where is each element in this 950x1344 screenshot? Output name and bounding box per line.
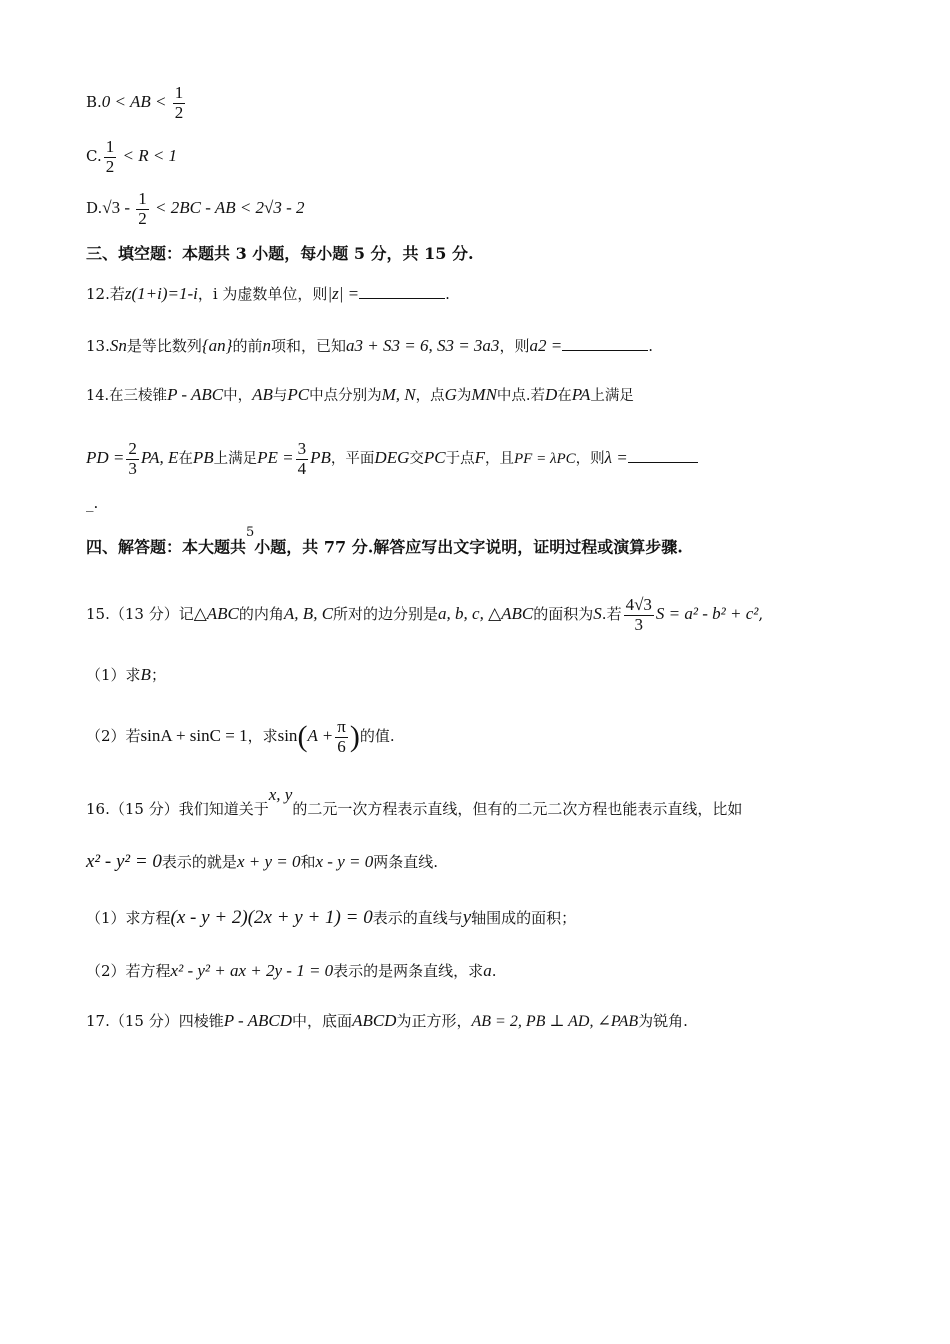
q16-p2-equation: x² - y² + ax + 2y - 1 = 0 — [170, 961, 334, 980]
option-label: D. — [86, 199, 103, 218]
q16-p2-end: . — [491, 962, 497, 980]
q15-p1-b: B — [140, 665, 151, 684]
frac-den: 3 — [634, 614, 643, 634]
q15-p2-text: ，求 — [247, 727, 278, 746]
q14-condition: PF = λPC — [514, 451, 576, 468]
q14-text: 中点.若 — [496, 388, 546, 404]
q13-text: 的前 — [232, 337, 263, 355]
q14-lambda: λ = — [604, 448, 628, 468]
q13-a2: a2 = — [529, 336, 563, 355]
question-12 — [86, 284, 450, 302]
question-14-line1 — [86, 386, 634, 404]
q16-line2: x - y = 0 — [315, 852, 374, 871]
q16-p1-y: y — [462, 907, 472, 928]
q16-p1-text: 轴围成的面积； — [471, 909, 577, 927]
q13-end: . — [648, 337, 653, 355]
q12-end: . — [445, 285, 450, 303]
option-c — [86, 138, 177, 176]
q16-p2-label: （2）若方程 — [86, 962, 171, 980]
q16-text: 表示的就是 — [161, 853, 237, 871]
q16-text: 两条直线. — [373, 853, 439, 871]
q13-number: 13. — [86, 337, 110, 355]
q12-abs: |z| = — [327, 284, 360, 303]
q16-p2-a: a — [483, 961, 492, 980]
q14-text: ，且 — [485, 451, 514, 468]
q16-p2-text: 表示的是两条直线，求 — [333, 962, 484, 980]
section4-text: 小题，共 77 分.解答应写出文字说明，证明过程或演算步骤. — [254, 537, 683, 557]
q12-answer-blank[interactable] — [359, 284, 445, 299]
frac-den: 2 — [174, 102, 184, 122]
frac-den: 2 — [105, 156, 115, 176]
q15-p2-a: A + — [307, 726, 334, 746]
q14-mn2: MN — [471, 385, 497, 404]
q14-text: 于点 — [445, 451, 475, 468]
q14-pe: PE = — [257, 448, 294, 468]
q16-p1-text: 表示的直线与 — [372, 909, 463, 927]
q13-answer-blank[interactable] — [562, 336, 648, 351]
q17-text: 为正方形， — [396, 1012, 472, 1030]
frac-num: 1 — [105, 137, 115, 156]
q14-text: 上满足 — [213, 451, 258, 468]
q13-text: ，则 — [499, 337, 530, 355]
q14-mn: M, N — [381, 385, 416, 404]
q14-pb2: PB — [310, 448, 331, 468]
question-15-part1 — [86, 666, 166, 683]
question-13 — [86, 336, 653, 354]
q16-number: 16.（15 分）我们知道关于 — [86, 800, 269, 818]
question-14-line3: _. — [86, 494, 99, 512]
right-paren: ) — [349, 720, 360, 754]
option-b — [86, 84, 187, 122]
q17-pyramid: P - ABCD — [223, 1011, 293, 1030]
q15-p2-fraction — [335, 718, 348, 756]
q14-text: 在 — [178, 451, 193, 468]
q14-text: 中， — [223, 388, 253, 404]
question-17 — [86, 1012, 688, 1030]
q14-pd: PD = — [86, 448, 125, 468]
q15-text: 所对的边分别是 — [333, 605, 439, 624]
frac-den: 4 — [297, 458, 307, 478]
q14-answer-blank[interactable] — [628, 448, 698, 463]
section4-text: 四、解答题：本大题共 — [86, 537, 247, 557]
q13-text: 项和，已知 — [271, 337, 347, 355]
option-expr-b: < 2BC - AB < 2√3 - 2 — [150, 198, 305, 218]
q12-number: 12.若 — [86, 285, 125, 303]
frac-den: 3 — [128, 458, 137, 478]
q14-deg: DEG — [374, 448, 410, 468]
section-heading-fill-in: 三、填空题：本题共 3 小题，每小题 5 分，共 15 分. — [86, 244, 474, 263]
q15-text: .若 — [601, 605, 622, 624]
q17-text: 为锐角. — [638, 1012, 688, 1030]
q15-fraction — [624, 596, 654, 634]
section-heading-answer — [86, 525, 683, 557]
question-16-example — [86, 852, 438, 871]
q13-n: n — [262, 336, 271, 355]
option-d — [86, 190, 305, 228]
option-label: B. — [86, 93, 102, 112]
q14-d: D — [545, 385, 558, 404]
q16-p1-label: （1）求方程 — [86, 909, 171, 927]
option-expr: 0 < AB < — [101, 92, 171, 112]
q13-sn: Sn — [109, 336, 127, 355]
q14-fraction-three-quarters — [296, 440, 309, 478]
frac-num: 2 — [128, 439, 137, 458]
question-16-part1 — [86, 908, 576, 927]
q14-text: 中点分别为 — [309, 388, 382, 404]
question-16 — [86, 785, 743, 818]
q16-line1: x + y = 0 — [236, 852, 301, 871]
q13-condition: a3 + S3 = 6, S3 = 3a3 — [346, 336, 500, 355]
frac-den: 2 — [138, 208, 147, 228]
q15-equation: S = a² - b² + c² — [655, 604, 759, 624]
fraction-half — [136, 190, 149, 228]
q15-triangle: △ABC — [193, 604, 239, 624]
q13-text: 是等比数列 — [126, 337, 202, 355]
option-expr: < R < 1 — [118, 146, 178, 166]
q17-number: 17.（15 分）四棱锥 — [86, 1012, 224, 1030]
q14-ab: AB — [252, 385, 273, 404]
q14-pb: PB — [192, 448, 214, 468]
fraction-half — [173, 84, 186, 122]
q14-text: ，则 — [575, 451, 605, 468]
q14-g: G — [444, 385, 457, 404]
q16-p1-equation: (x - y + 2)(2x + y + 1) = 0 — [170, 907, 373, 928]
q15-p1-label: （1）求 — [86, 666, 141, 684]
q15-sides: a, b, c, △ABC — [438, 604, 534, 624]
q14-pc: PC — [287, 385, 310, 404]
q15-number: 15.（13 分）记 — [86, 605, 194, 624]
q15-end: , — [758, 605, 764, 624]
q14-text: ，点 — [415, 388, 445, 404]
q17-condition: AB = 2, PB ⊥ AD, ∠PAB — [471, 1013, 639, 1030]
q14-text: 上满足 — [590, 388, 634, 404]
frac-den: 6 — [337, 736, 346, 756]
question-14-line2 — [86, 440, 698, 478]
frac-num: 1 — [174, 83, 184, 102]
q15-p2-sin: sin — [277, 726, 298, 746]
option-expr-a: √3 - — [102, 198, 135, 218]
q13-sequence: {an} — [201, 336, 233, 355]
q15-p2-label: （2）若 — [86, 727, 141, 746]
q15-angles: A, B, C — [283, 604, 334, 624]
q14-pa-e: PA, E — [140, 448, 179, 468]
q16-xy: x, y — [268, 785, 293, 804]
q12-text: ，i 为虚数单位，则 — [197, 285, 328, 303]
fraction-half — [104, 138, 117, 176]
frac-num: 3 — [297, 439, 307, 458]
q14-text: 交 — [409, 451, 424, 468]
q14-pa: PA — [571, 385, 591, 404]
q14-pc2: PC — [423, 448, 446, 468]
q16-text: 的二元一次方程表示直线，但有的二元二次方程也能表示直线，比如 — [292, 800, 743, 818]
q17-base: ABCD — [352, 1011, 397, 1030]
question-16-part2 — [86, 962, 496, 979]
q14-text: 与 — [272, 388, 288, 404]
q17-text: 中，底面 — [292, 1012, 353, 1030]
option-label: C. — [86, 147, 102, 166]
q14-text: 为 — [456, 388, 472, 404]
q12-equation: z(1+i)=1-i — [124, 284, 198, 303]
q14-number: 14.在三棱锥 — [86, 388, 168, 404]
left-paren: ( — [297, 720, 308, 754]
q14-text: ，平面 — [330, 451, 375, 468]
question-15 — [86, 596, 763, 634]
q14-fraction-two-thirds — [126, 440, 139, 478]
frac-num: 4√3 — [625, 595, 652, 614]
frac-num: 1 — [138, 189, 147, 208]
q15-p1-end: ； — [150, 666, 166, 684]
q14-pyramid: P - ABC — [167, 385, 224, 404]
q14-text: 在 — [557, 388, 572, 404]
q15-text: 的内角 — [238, 605, 284, 624]
frac-num: π — [337, 717, 346, 736]
section4-count: 5 — [246, 525, 255, 540]
question-15-part2 — [86, 718, 395, 756]
q15-p2-end: 的值. — [359, 727, 395, 746]
q16-example-eq: x² - y² = 0 — [86, 851, 162, 872]
q15-p2-condition: sinA + sinC = 1 — [140, 726, 248, 746]
q15-text: 的面积为 — [533, 605, 594, 624]
q15-s: S — [593, 604, 602, 624]
q14-f: F — [474, 448, 485, 468]
q16-text: 和 — [300, 853, 316, 871]
